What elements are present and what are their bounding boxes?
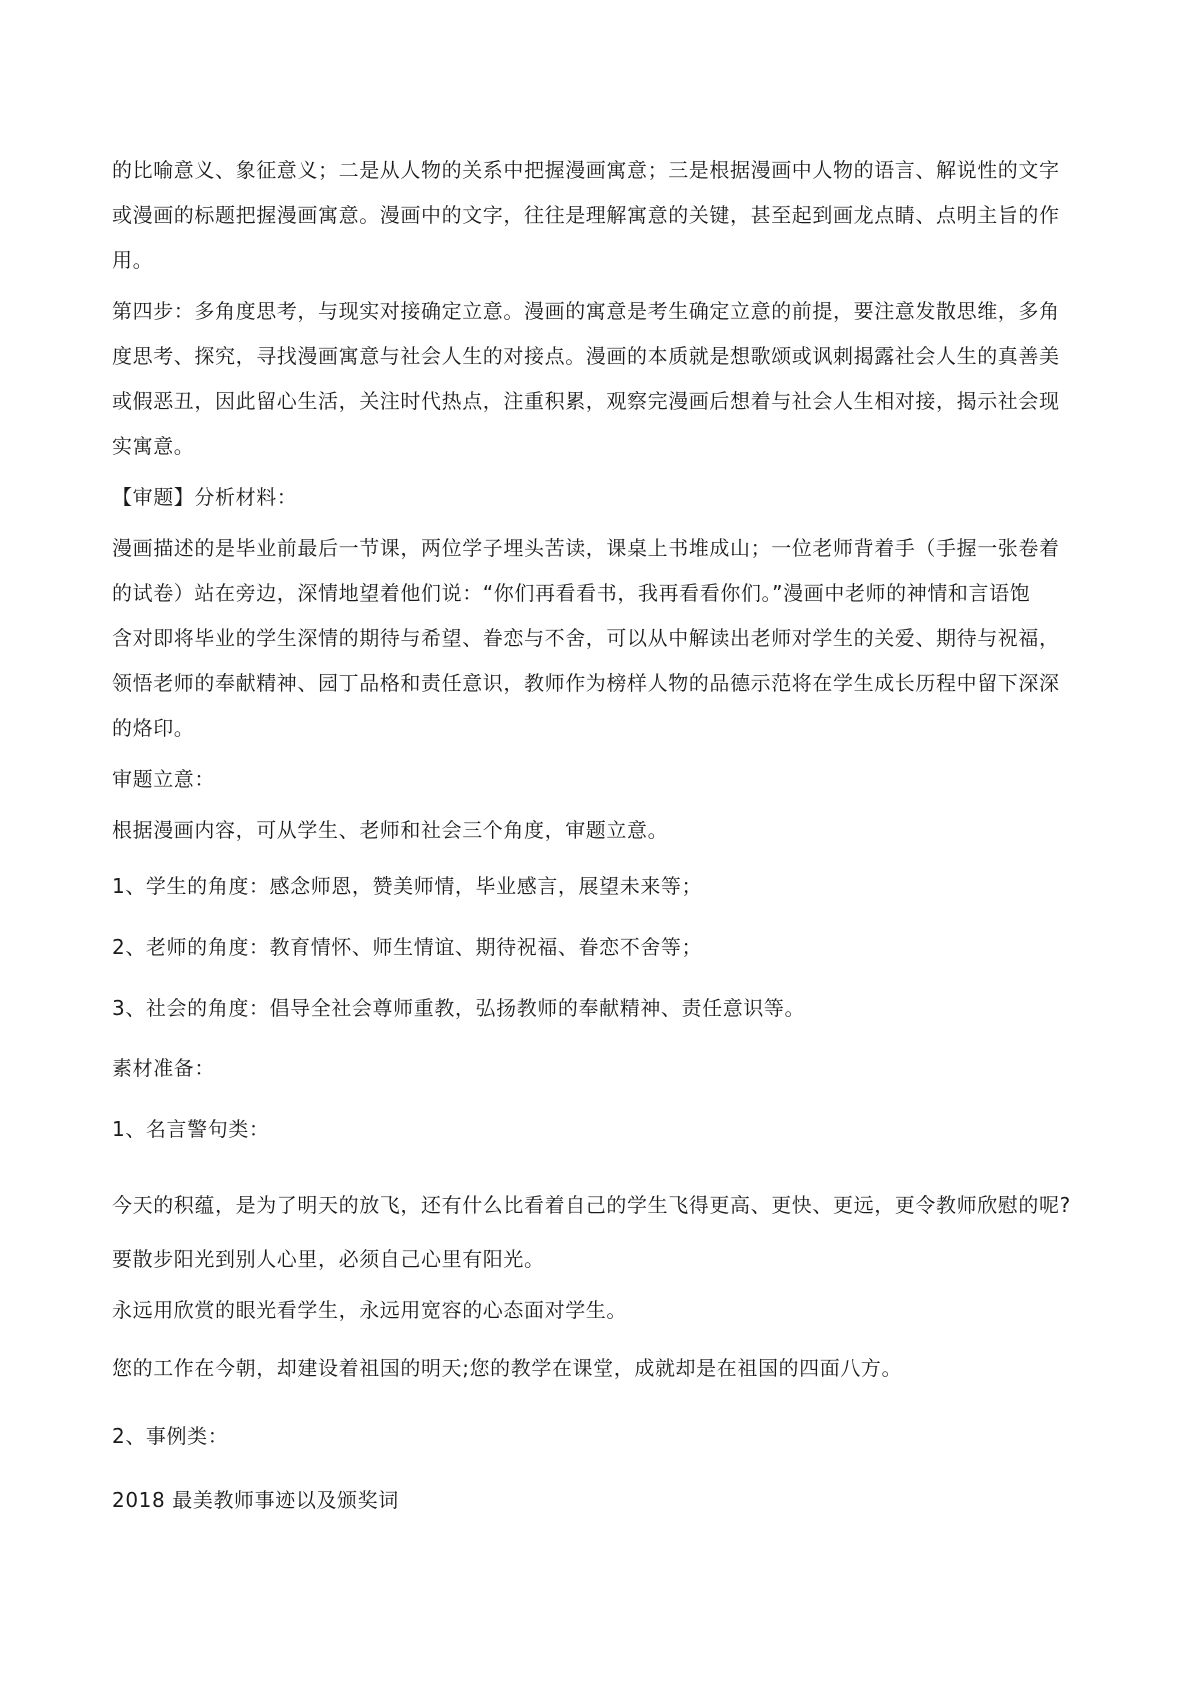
- subsection-heading-examples: 2、事例类：: [112, 1424, 229, 1448]
- quote-line: 要散步阳光到别人心里，必须自己心里有阳光。: [112, 1247, 545, 1271]
- text-line: 的烙印。: [112, 716, 195, 740]
- example-title: 2018 最美教师事迹以及颁奖词: [112, 1488, 399, 1512]
- text-line: 实寓意。: [112, 434, 195, 458]
- text-line: 领悟老师的奉献精神、园丁品格和责任意识，教师作为榜样人物的品德示范将在学生成长历程中留下深深: [112, 671, 1060, 695]
- text-line: 或漫画的标题把握漫画寓意。漫画中的文字，往往是理解寓意的关键，甚至起到画龙点睛、点明主旨的作: [112, 203, 1060, 227]
- quote-line: 永远用欣赏的眼光看学生，永远用宽容的心态面对学生。: [112, 1298, 627, 1322]
- list-item: 3、社会的角度：倡导全社会尊师重教，弘扬教师的奉献精神、责任意识等。: [112, 996, 806, 1020]
- text-line: 的试卷）站在旁边，深情地望着他们说：“你们再看看书，我再看看你们。”漫画中老师的神情和言语饱: [112, 581, 1031, 605]
- section-heading-theme: 审题立意：: [112, 767, 215, 791]
- section-heading-materials: 素材准备：: [112, 1056, 215, 1080]
- text-line: 漫画描述的是毕业前最后一节课，两位学子埋头苦读，课桌上书堆成山；一位老师背着手（手握一张卷着: [112, 536, 1060, 560]
- text-line: 含对即将毕业的学生深情的期待与希望、眷恋与不舍，可以从中解读出老师对学生的关爱、期待与祝福，: [112, 626, 1060, 650]
- step-four-heading-line: 第四步：多角度思考，与现实对接确定立意。漫画的寓意是考生确定立意的前提，要注意发散思维，多角: [112, 299, 1060, 323]
- subsection-heading-quotes: 1、名言警句类：: [112, 1117, 270, 1141]
- text-line: 根据漫画内容，可从学生、老师和社会三个角度，审题立意。: [112, 818, 669, 842]
- list-item: 2、老师的角度：教育情怀、师生情谊、期待祝福、眷恋不舍等；: [112, 935, 703, 959]
- text-line: 或假恶丑，因此留心生活，关注时代热点，注重积累，观察完漫画后想着与社会人生相对接，揭示社会现: [112, 389, 1060, 413]
- list-item: 1、学生的角度：感念师恩，赞美师情，毕业感言，展望未来等；: [112, 874, 703, 898]
- quote-line: 您的工作在今朝，却建设着祖国的明天;您的教学在课堂，成就却是在祖国的四面八方。: [112, 1356, 903, 1380]
- text-line: 用。: [112, 248, 154, 272]
- text-line: 度思考、探究，寻找漫画寓意与社会人生的对接点。漫画的本质就是想歌颂或讽刺揭露社会人生的真善美: [112, 344, 1060, 368]
- section-heading-analysis: 【审题】分析材料：: [112, 485, 298, 509]
- quote-line: 今天的积蕴，是为了明天的放飞，还有什么比看着自己的学生飞得更高、更快、更远，更令教师欣慰的呢?: [112, 1193, 1071, 1217]
- text-line: 的比喻意义、象征意义；二是从人物的关系中把握漫画寓意；三是根据漫画中人物的语言、解说性的文字: [112, 158, 1060, 182]
